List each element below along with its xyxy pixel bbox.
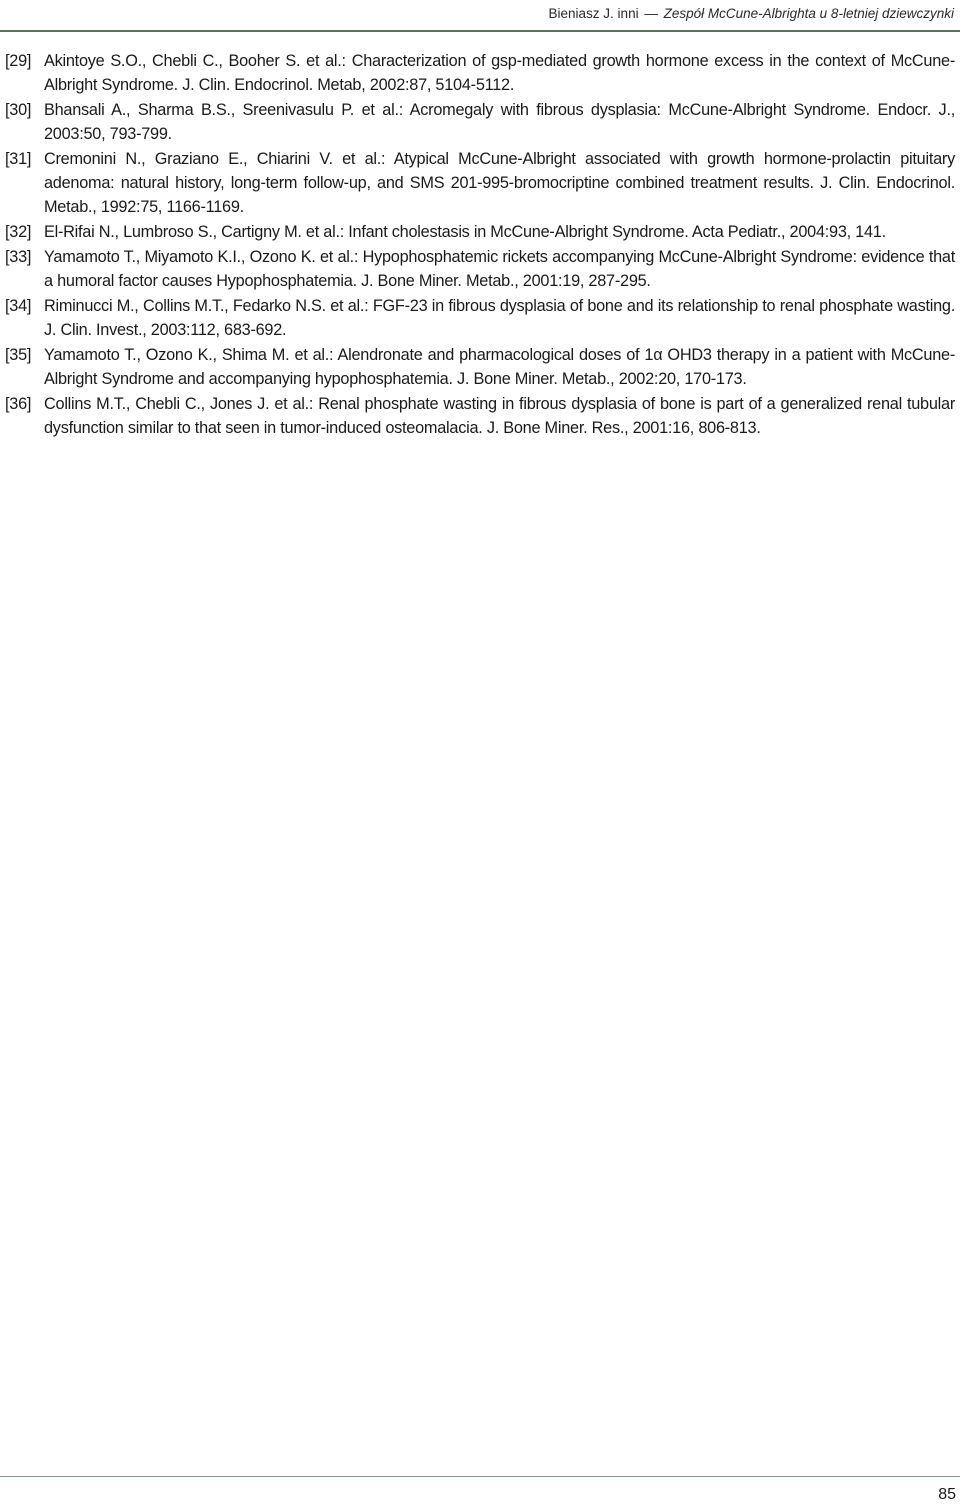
running-header-dash: — (644, 6, 658, 21)
header-rule (0, 30, 960, 32)
reference-35 (5, 343, 955, 391)
reference-31 (5, 147, 955, 219)
reference-number: [30] (5, 101, 32, 119)
reference-list (5, 49, 955, 441)
reference-number: [29] (5, 52, 32, 70)
reference-number: [32] (5, 223, 32, 241)
reference-34 (5, 294, 955, 342)
reference-33 (5, 245, 955, 293)
reference-text: Collins M.T., Chebli C., Jones J. et al.: Renal phosphate wasting in fibrous dysplasia of bone is part of a generalized renal tubular dysfunction similar to that seen in tumor-induced osteomalacia. J. Bone Miner. Res., 2001:16, 806-813. (44, 395, 955, 437)
reference-text: El-Rifai N., Lumbroso S., Cartigny M. et al.: Infant cholestasis in McCune-Albright Syndrome. Acta Pediatr., 2004:93, 141. (44, 223, 886, 241)
page-number: 85 (938, 1486, 956, 1503)
reference-number: [36] (5, 395, 32, 413)
reference-32 (5, 220, 955, 244)
running-header-title: Zespół McCune-Albrighta u 8-letniej dziewczynki (663, 6, 954, 21)
running-header-authors: Bieniasz J. inni (548, 6, 639, 21)
running-header (549, 6, 954, 21)
reference-29 (5, 49, 955, 97)
reference-number: [34] (5, 297, 32, 315)
reference-30 (5, 98, 955, 146)
reference-text: Akintoye S.O., Chebli C., Booher S. et al.: Characterization of gsp-mediated growth hormone excess in the context of McCune-Albright Syndrome. J. Clin. Endocrinol. Metab, 2002:87, 5104-5112. (44, 52, 955, 94)
reference-text: Bhansali A., Sharma B.S., Sreenivasulu P. et al.: Acromegaly with fibrous dysplasia: McCune-Albright Syndrome. Endocr. J., 2003:50, 793-799. (44, 101, 955, 143)
reference-text: Yamamoto T., Miyamoto K.I., Ozono K. et al.: Hypophosphatemic rickets accompanying McCune-Albright Syndrome: evidence that a humoral factor causes Hypophosphatemia. J. Bone Miner. Metab., 2001:19, 287-295. (44, 248, 955, 290)
reference-number: [31] (5, 150, 32, 168)
reference-text: Cremonini N., Graziano E., Chiarini V. et al.: Atypical McCune-Albright associated with growth hormone-prolactin pituitary adenoma: natural history, long-term follow-up, and SMS 201-995-bromocriptine combined treatment results. J. Clin. Endocrinol. Metab., 1992:75, 1166-1169. (44, 150, 955, 216)
reference-36 (5, 392, 955, 440)
footer-rule (0, 1476, 960, 1477)
reference-number: [33] (5, 248, 32, 266)
reference-number: [35] (5, 346, 32, 364)
reference-text: Yamamoto T., Ozono K., Shima M. et al.: Alendronate and pharmacological doses of 1α OHD3 therapy in a patient with McCune-Albright Syndrome and accompanying hypophosphatemia. J. Bone Miner. Metab., 2002:20, 170-173. (44, 346, 955, 388)
reference-text: Riminucci M., Collins M.T., Fedarko N.S. et al.: FGF-23 in fibrous dysplasia of bone and its relationship to renal phosphate wasting. J. Clin. Invest., 2003:112, 683-692. (44, 297, 955, 339)
